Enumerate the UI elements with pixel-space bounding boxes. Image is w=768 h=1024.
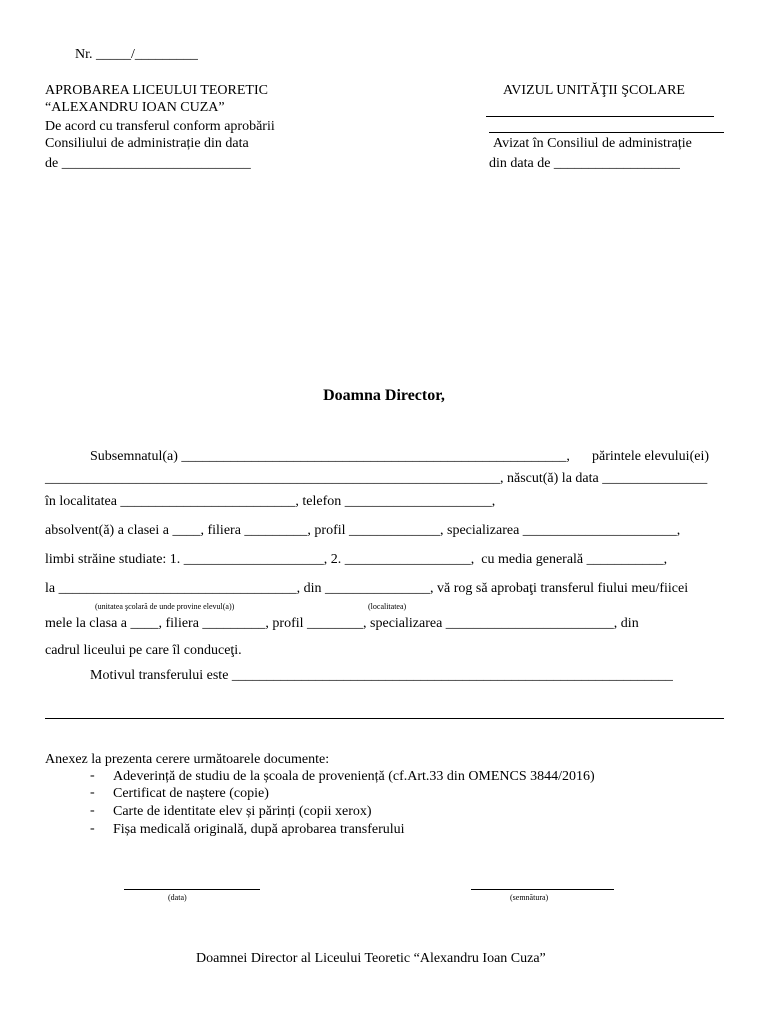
approval-heading-line2: “ALEXANDRU IOAN CUZA” xyxy=(45,100,225,115)
body-line-3: în localitatea _________________________, telefon _____________________, xyxy=(45,494,496,509)
signature-blank[interactable] xyxy=(471,889,614,890)
school-opinion-blank-1[interactable] xyxy=(486,116,714,117)
approval-text-line3: De acord cu transferul conform aprobării xyxy=(45,119,275,134)
body-line-1: Subsemnatul(a) _______________________________________________________, xyxy=(90,449,570,464)
school-opinion-date-line: din data de __________________ xyxy=(489,156,680,171)
school-opinion-line1: Avizat în Consiliul de administrație xyxy=(493,136,692,151)
body-line-6: la __________________________________, din _______________, vă rog să aprobaţi transferul fiului meu/fiicei xyxy=(45,581,689,596)
approval-text-line4: Consiliului de administrație din data xyxy=(45,136,249,151)
date-label: (data) xyxy=(168,893,187,902)
approval-heading-line1: APROBAREA LICEULUI TEORETIC xyxy=(45,83,268,98)
approval-date-line: de ___________________________ xyxy=(45,156,251,171)
signature-label: (semnătura) xyxy=(510,893,549,902)
transfer-reason-line: Motivul transferului este _______________________________________________________________ xyxy=(90,668,673,683)
transfer-reason-blank[interactable] xyxy=(45,718,724,719)
school-opinion-blank-2[interactable] xyxy=(489,132,724,133)
body-line-8: cadrul liceului pe care îl conduceţi. xyxy=(45,643,242,658)
body-line-7: mele la clasa a ____, filiera _________, profil ________, specializarea ________________________, din xyxy=(45,616,639,631)
body-line-4: absolvent(ă) a clasei a ____, filiera _________, profil _____________, specializarea ______________________, xyxy=(45,523,681,538)
annex-item: Fișa medicală originală, după aprobarea transferului xyxy=(113,822,405,837)
annex-bullet: - xyxy=(90,785,95,800)
annex-item: Certificat de naștere (copie) xyxy=(113,786,269,801)
locality-note: (localitatea) xyxy=(368,602,407,611)
body-line-2: _________________________________________________________________, născut(ă) la data _______________ xyxy=(45,471,708,486)
body-line-5: limbi străine studiate: 1. ____________________, 2. __________________, cu media generală ___________, xyxy=(45,552,668,567)
annex-bullet: - xyxy=(90,803,95,818)
annex-bullet: - xyxy=(90,768,95,783)
annex-item: Carte de identitate elev și părinți (copii xerox) xyxy=(113,804,372,819)
body-line-1-end: părintele elevului(ei) xyxy=(592,449,709,464)
salutation: Doamna Director, xyxy=(323,387,445,404)
school-opinion-heading: AVIZUL UNITĂŢII ŞCOLARE xyxy=(503,83,685,98)
annex-item: Adeverință de studiu de la școala de proveniență (cf.Art.33 din OMENCS 3844/2016) xyxy=(113,769,595,784)
annex-intro: Anexez la prezenta cerere următoarele documente: xyxy=(45,752,330,767)
date-blank[interactable] xyxy=(124,889,260,890)
footer-addressee: Doamnei Director al Liceului Teoretic “Alexandru Ioan Cuza” xyxy=(196,951,546,966)
annex-bullet: - xyxy=(90,821,95,836)
school-origin-note: (unitatea şcolară de unde provine elevul(a)) xyxy=(95,602,235,611)
registration-number: Nr. _____/_________ xyxy=(75,47,198,62)
